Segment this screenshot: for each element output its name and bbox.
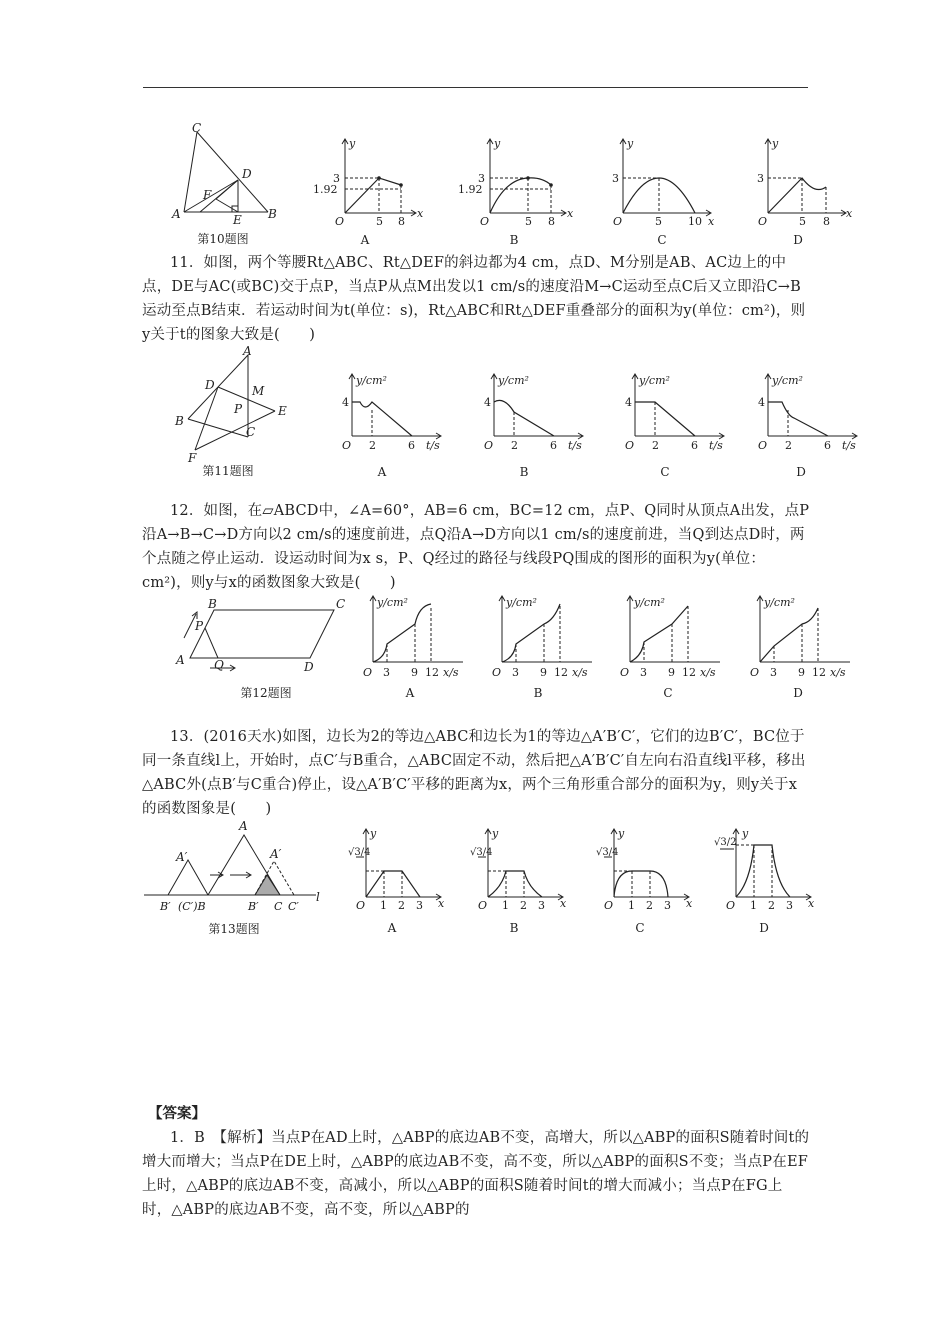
q11-text: 11．如图，两个等腰Rt△ABC、Rt△DEF的斜边都为4 cm，点D、M分别是AB、AC边上的中点，DE与AC(或BC)交于点P，当点P从点M出发以1 cm/s的速度沿M→C运动至点C后又立即沿C→B运动至点B结束．若运动时间为t(单位：s)，Rt△ABC和Rt△DEF重叠部分的面积为y(单位：cm²)，则y关于t的图象大致是( ) xyxy=(142,255,806,343)
q11d-origin: O xyxy=(758,439,768,452)
q11-figure xyxy=(170,345,295,463)
q11-pt-A: A xyxy=(243,344,252,358)
q12-graph-d xyxy=(742,592,867,684)
q10-label-a: A xyxy=(360,233,370,247)
q11-graph-a xyxy=(330,370,455,458)
q10-label-b: B xyxy=(509,233,519,247)
q10d-axis-y: y xyxy=(772,137,779,150)
q10c-xtick-10: 10 xyxy=(688,215,702,228)
q10-label-d: D xyxy=(793,233,803,247)
q12c-axis-x: x/s xyxy=(700,666,716,679)
q13c-axis-x: x xyxy=(686,897,693,910)
q12-label-c: C xyxy=(663,686,673,700)
q12b-xtick-3: 3 xyxy=(512,666,519,679)
q11c-xtick-2: 2 xyxy=(652,439,659,452)
q11d-axis-y: y/cm² xyxy=(772,374,803,387)
q10c-xtick-5: 5 xyxy=(655,215,662,228)
q11a-axis-x: t/s xyxy=(426,439,440,452)
q12c-xtick-9: 9 xyxy=(668,666,675,679)
q13a-ytick: √3/4 xyxy=(348,847,371,858)
q12-text: 12．如图，在▱ABCD中，∠A=60°，AB=6 cm，BC=12 cm，点P、Q同时从顶点A出发，点P沿A→B→C→D方向以2 cm/s的速度前进，点Q沿A→D方向以1 cm/s的速度前进，当Q到达点D时，两个点随之停止运动．设运动时间为x s，P、Q经过的路径与线段PQ围成的图形的面积为y(单位：cm²)，则y与x的函数图象大致是( ) xyxy=(142,503,810,591)
q13d-xtick-3: 3 xyxy=(786,899,793,912)
q10b-axis-x: x xyxy=(567,207,574,220)
q13c-xtick-2: 2 xyxy=(646,899,653,912)
q11-label-d: D xyxy=(796,465,806,479)
q11-label-a: A xyxy=(377,465,387,479)
q10d-xtick-8: 8 xyxy=(823,215,830,228)
q12d-xtick-9: 9 xyxy=(798,666,805,679)
q13-lbl-B2: B′ xyxy=(248,900,259,913)
q12a-xtick-3: 3 xyxy=(383,666,390,679)
q11-pt-F: F xyxy=(188,451,197,465)
q13a-axis-y: y xyxy=(370,827,377,840)
answer-heading: 【答案】 xyxy=(148,1105,206,1122)
q13b-ytick: √3/4 xyxy=(470,847,493,858)
q12-graph-c xyxy=(612,592,737,684)
q13a-xtick-3: 3 xyxy=(416,899,423,912)
q11b-ytick-4: 4 xyxy=(484,396,491,409)
q10-pt-D: D xyxy=(242,167,252,181)
q13-lbl-B1: B′ xyxy=(160,900,171,913)
q13-lbl-CB: (C′)B xyxy=(178,900,206,913)
q13-graph-a xyxy=(340,825,450,917)
q10-pt-B: B xyxy=(268,207,277,221)
q11-pt-D: D xyxy=(205,378,215,392)
q11-pt-P: P xyxy=(234,402,243,416)
q13a-xtick-2: 2 xyxy=(398,899,405,912)
q13b-xtick-3: 3 xyxy=(538,899,545,912)
q11-pt-C: C xyxy=(246,425,256,439)
q12-label-d: D xyxy=(793,686,803,700)
q13c-xtick-1: 1 xyxy=(628,899,635,912)
q10-pt-A: A xyxy=(172,207,181,221)
q13-graph-b xyxy=(462,825,572,917)
q13d-origin: O xyxy=(726,899,736,912)
q13c-axis-y: y xyxy=(618,827,625,840)
q10a-xtick-5: 5 xyxy=(376,215,383,228)
q12-pt-D: D xyxy=(304,660,314,674)
q13-figure xyxy=(140,815,330,915)
q13-lbl-l: l xyxy=(316,890,320,904)
q10c-axis-y: y xyxy=(627,137,634,150)
q12-pt-A: A xyxy=(176,653,185,667)
q10a-axis-x: x xyxy=(417,207,424,220)
q13c-origin: O xyxy=(604,899,614,912)
header-rule xyxy=(143,87,808,88)
q12d-xtick-12: 12 xyxy=(812,666,826,679)
q12b-xtick-9: 9 xyxy=(540,666,547,679)
q12-pt-P: P xyxy=(195,619,204,633)
q12b-xtick-12: 12 xyxy=(554,666,568,679)
q12a-axis-y: y/cm² xyxy=(377,596,408,609)
q11d-xtick-6: 6 xyxy=(824,439,831,452)
q11b-xtick-2: 2 xyxy=(511,439,518,452)
q10b-ytick-3: 3 xyxy=(478,172,485,185)
q13b-axis-x: x xyxy=(560,897,567,910)
q10a-origin: O xyxy=(335,215,345,228)
q11a-ytick-4: 4 xyxy=(342,396,349,409)
q11-pt-M: M xyxy=(252,384,265,398)
q10-graph-b xyxy=(450,135,575,230)
q11c-xtick-6: 6 xyxy=(691,439,698,452)
q11-graph-c xyxy=(613,370,738,458)
q12-pt-B: B xyxy=(208,597,217,611)
q10c-origin: O xyxy=(613,215,623,228)
q10d-origin: O xyxy=(758,215,768,228)
q11-label-b: B xyxy=(519,465,529,479)
q10b-xtick-5: 5 xyxy=(525,215,532,228)
q12a-xtick-9: 9 xyxy=(411,666,418,679)
q13-label-a: A xyxy=(387,921,397,935)
q13-label-d: D xyxy=(759,921,769,935)
q12d-axis-x: x/s xyxy=(830,666,846,679)
q12-figure xyxy=(172,592,357,682)
q13d-axis-x: x xyxy=(808,897,815,910)
q12-label-b: B xyxy=(533,686,543,700)
q12-label-a: A xyxy=(405,686,415,700)
q11a-xtick-2: 2 xyxy=(369,439,376,452)
q12-pt-Q: Q xyxy=(214,658,224,672)
q11-graph-d xyxy=(746,370,871,458)
q11c-ytick-4: 4 xyxy=(625,396,632,409)
q12c-origin: O xyxy=(620,666,630,679)
q11-graph-b xyxy=(472,370,597,458)
q10-caption: 第10题图 xyxy=(197,232,249,246)
q10d-axis-x: x xyxy=(846,207,853,220)
q10-graph-a xyxy=(305,135,425,230)
q11-pt-B: B xyxy=(175,414,184,428)
q13-lbl-C: C xyxy=(274,900,283,913)
q12b-origin: O xyxy=(492,666,502,679)
q13d-xtick-2: 2 xyxy=(768,899,775,912)
q13c-ytick: √3/4 xyxy=(596,847,619,858)
q11c-origin: O xyxy=(625,439,635,452)
q13-lbl-C1: C′ xyxy=(288,900,299,913)
q11-label-c: C xyxy=(660,465,670,479)
q13-label-c: C xyxy=(635,921,645,935)
q10a-ytick-192: 1.92 xyxy=(313,183,338,196)
q13-lbl-A: A xyxy=(239,819,248,833)
q11b-axis-x: t/s xyxy=(568,439,582,452)
q13-lbl-A2: A′ xyxy=(270,847,282,861)
q10-pt-F: F xyxy=(203,188,212,202)
q10a-ytick-3: 3 xyxy=(333,172,340,185)
q12c-axis-y: y/cm² xyxy=(634,596,665,609)
q10-pt-E: E xyxy=(233,213,242,227)
q12b-axis-y: y/cm² xyxy=(506,596,537,609)
q12c-xtick-3: 3 xyxy=(640,666,647,679)
q10c-ytick-3: 3 xyxy=(612,172,619,185)
q12-caption: 第12题图 xyxy=(240,686,292,700)
q10a-xtick-8: 8 xyxy=(398,215,405,228)
q11d-axis-x: t/s xyxy=(842,439,856,452)
q12-pt-C: C xyxy=(336,597,346,611)
q10d-ytick-3: 3 xyxy=(757,172,764,185)
q10-figure xyxy=(170,120,285,230)
q11-caption: 第11题图 xyxy=(202,464,254,478)
q12d-origin: O xyxy=(750,666,760,679)
q13-label-b: B xyxy=(509,921,519,935)
q10d-xtick-5: 5 xyxy=(799,215,806,228)
q13d-xtick-1: 1 xyxy=(750,899,757,912)
q13-caption: 第13题图 xyxy=(208,922,260,936)
q13b-axis-y: y xyxy=(492,827,499,840)
q10b-ytick-192: 1.92 xyxy=(458,183,483,196)
q13-text: 13．(2016天水)如图，边长为2的等边△ABC和边长为1的等边△A′B′C′，它们的边B′C′，BC位于同一条直线l上，开始时，点C′与B重合，△ABC固定不动，然后把△A′B′C′自左向右沿直线l平移，移出△ABC外(点B′与C重合)停止，设△A′B′C′平移的距离为x，两个三角形重合部分的面积为y，则y关于x的函数图象是( ) xyxy=(142,729,806,817)
q13b-xtick-1: 1 xyxy=(502,899,509,912)
q12a-axis-x: x/s xyxy=(443,666,459,679)
q13a-axis-x: x xyxy=(438,897,445,910)
q11c-axis-x: t/s xyxy=(709,439,723,452)
q12-graph-a xyxy=(355,592,480,684)
q10a-axis-y: y xyxy=(349,137,356,150)
q11b-axis-y: y/cm² xyxy=(498,374,529,387)
q13-lbl-A1: A′ xyxy=(176,850,188,864)
q13a-xtick-1: 1 xyxy=(380,899,387,912)
q11d-ytick-4: 4 xyxy=(758,396,765,409)
q12-graph-b xyxy=(484,592,609,684)
q12c-xtick-12: 12 xyxy=(682,666,696,679)
q11-pt-E: E xyxy=(278,404,287,418)
q13c-xtick-3: 3 xyxy=(664,899,671,912)
q10b-axis-y: y xyxy=(494,137,501,150)
q11a-origin: O xyxy=(342,439,352,452)
q11d-xtick-2: 2 xyxy=(785,439,792,452)
q13b-origin: O xyxy=(478,899,488,912)
q11a-axis-y: y/cm² xyxy=(356,374,387,387)
q10-label-c: C xyxy=(657,233,667,247)
q13a-origin: O xyxy=(356,899,366,912)
q10b-origin: O xyxy=(480,215,490,228)
q11b-xtick-6: 6 xyxy=(550,439,557,452)
q12b-axis-x: x/s xyxy=(572,666,588,679)
answer-text: 1．B 【解析】当点P在AD上时，△ABP的底边AB不变，高增大，所以△ABP的面积S随着时间t的增大而增大；当点P在DE上时，△ABP的底边AB不变，高不变，所以△ABP的面积S不变；当点P在EF上时，△ABP的底边AB不变，高减小，所以△ABP的面积S随着时间t的增大而减小；当点P在FG上时，△ABP的底边AB不变，高不变，所以△ABP的 xyxy=(142,1130,810,1218)
q13-graph-c xyxy=(588,825,698,917)
q13d-axis-y: y xyxy=(742,827,749,840)
q11c-axis-y: y/cm² xyxy=(639,374,670,387)
q12a-xtick-12: 12 xyxy=(425,666,439,679)
q10-graph-c xyxy=(595,135,720,230)
q10c-axis-x: x xyxy=(708,215,715,228)
q12d-axis-y: y/cm² xyxy=(764,596,795,609)
q13b-xtick-2: 2 xyxy=(520,899,527,912)
q12a-origin: O xyxy=(363,666,373,679)
q12d-xtick-3: 3 xyxy=(770,666,777,679)
q11b-origin: O xyxy=(484,439,494,452)
q11a-xtick-6: 6 xyxy=(408,439,415,452)
q13d-ytick: √3/2 xyxy=(714,837,737,848)
q10b-xtick-8: 8 xyxy=(548,215,555,228)
q10-graph-d xyxy=(740,135,860,230)
q10-pt-C: C xyxy=(192,121,202,135)
q13-graph-d xyxy=(708,825,820,917)
